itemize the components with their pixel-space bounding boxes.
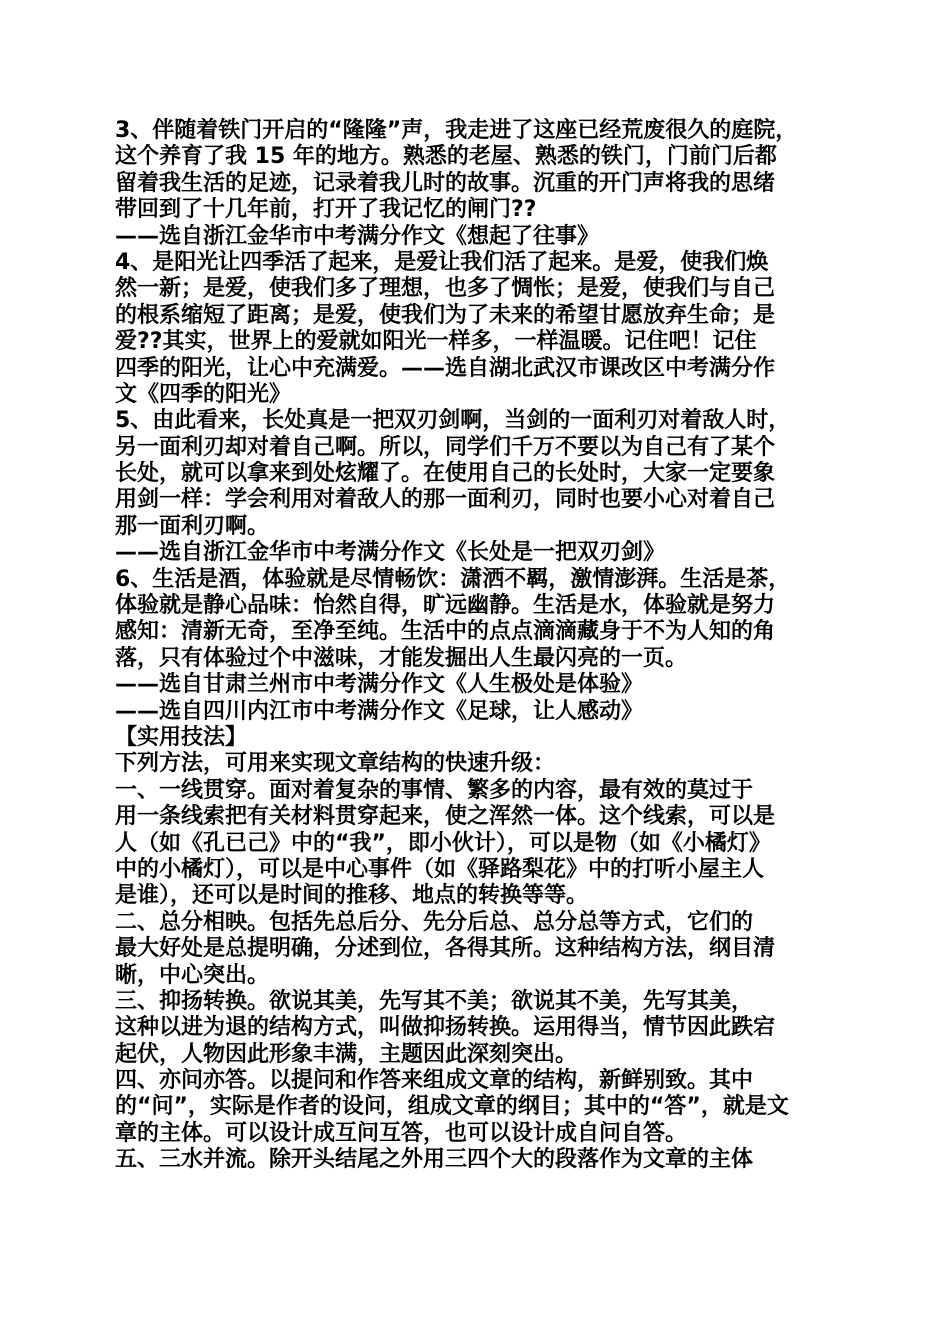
text-line: 文《四季的阳光》 [115, 381, 292, 407]
text-line: 二、总分相映。包括先总后分、先分后总、总分总等方式，它们的 [115, 909, 754, 935]
text-line: 体验就是静心品味：怡然自得，旷远幽静。生活是水，体验就是努力 [115, 593, 776, 619]
text-line: 用一条线索把有关材料贯穿起来，使之浑然一体。这个线索，可以是 [115, 804, 776, 830]
text-line: 另一面利刃却对着自己啊。所以，同学们千万不要以为自己有了某个 [115, 434, 776, 460]
text-line: 最大好处是总提明确，分述到位，各得其所。这种结构方法，纲目清 [115, 936, 776, 962]
text-line: 那一面利刃啊。 [115, 513, 270, 539]
document-body [115, 118, 845, 1174]
text-line: 然一新；是爱，使我们多了理想，也多了惆怅；是爱，使我们与自己 [115, 276, 776, 302]
text-line: 6、生活是酒，体验就是尽情畅饮：潇洒不羁，激情澎湃。生活是茶， [115, 566, 791, 592]
text-line: 下列方法，可用来实现文章结构的快速升级： [115, 751, 556, 777]
text-line: 是谁），还可以是时间的推移、地点的转换等等。 [115, 883, 589, 909]
text-line: 带回到了十几年前，打开了我记忆的闸门?? [115, 197, 537, 223]
text-line: 一、一线贯穿。面对着复杂的事情、繁多的内容，最有效的莫过于 [115, 777, 754, 803]
source-citation: ——选自甘肃兰州市中考满分作文《人生极处是体验》 [115, 672, 644, 698]
text-line: 五、三水并流。除开头结尾之外用三四个大的段落作为文章的主体 [115, 1147, 754, 1173]
source-citation: ——选自四川内江市中考满分作文《足球，让人感动》 [115, 698, 644, 724]
text-line: 四、亦问亦答。以提问和作答来组成文章的结构，新鲜别致。其中 [115, 1068, 754, 1094]
text-line: 中的小橘灯），可以是中心事件（如《驿路梨花》中的打听小屋主人 [115, 856, 765, 882]
text-line: 人（如《孔已己》中的“我”，即小伙计），可以是物（如《小橘灯》 [115, 830, 771, 856]
text-line: 晰，中心突出。 [115, 962, 270, 988]
source-citation: ——选自浙江金华市中考满分作文《想起了往事》 [115, 223, 600, 249]
text-line: 落，只有体验过个中滋味，才能发掘出人生最闪亮的一页。 [115, 645, 688, 671]
text-line: 用剑一样：学会利用对着敌人的那一面利刃，同时也要小心对着自己 [115, 487, 776, 513]
text-line: 5、由此看来，长处真是一把双刃剑啊，当剑的一面利刃对着敌人时， [115, 408, 791, 434]
source-citation: ——选自浙江金华市中考满分作文《长处是一把双刃剑》 [115, 540, 666, 566]
text-line: 这种以进为退的结构方式，叫做抑扬转换。运用得当，情节因此跌宕 [115, 1015, 776, 1041]
text-line: 感知：清新无奇，至净至纯。生活中的点点滴滴藏身于不为人知的角 [115, 619, 776, 645]
text-line: 三、抑扬转换。欲说其美，先写其不美；欲说其不美，先写其美， [115, 988, 754, 1014]
text-line: 的根系缩短了距离；是爱，使我们为了未来的希望甘愿放弃生命；是 [115, 302, 776, 328]
text-line: 的“问”，实际是作者的设问，组成文章的纲目；其中的“答”，就是文 [115, 1094, 789, 1120]
text-line: 4、是阳光让四季活了起来，是爱让我们活了起来。是爱，使我们焕 [115, 249, 769, 275]
text-line: 长处，就可以拿来到处炫耀了。在使用自己的长处时，大家一定要象 [115, 461, 776, 487]
text-line: 3、伴随着铁门开启的“隆隆”声，我走进了这座已经荒废很久的庭院， [115, 118, 798, 143]
text-line: 章的主体。可以设计成互问互答，也可以设计成自问自答。 [115, 1120, 688, 1146]
text-line: 留着我生活的足迹，记录着我儿时的故事。沉重的开门声将我的思绪 [115, 170, 776, 196]
text-line: 爱??其实，世界上的爱就如阳光一样多，一样温暖。记住吧！记住 [115, 329, 757, 355]
text-line: 四季的阳光，让心中充满爱。——选自湖北武汉市课改区中考满分作 [115, 355, 776, 381]
text-line: 起伏，人物因此形象丰满，主题因此深刻突出。 [115, 1041, 578, 1067]
text-line: 这个养育了我 15 年的地方。熟悉的老屋、熟悉的铁门，门前门后都 [115, 144, 777, 170]
section-heading: 【实用技法】 [115, 724, 248, 750]
